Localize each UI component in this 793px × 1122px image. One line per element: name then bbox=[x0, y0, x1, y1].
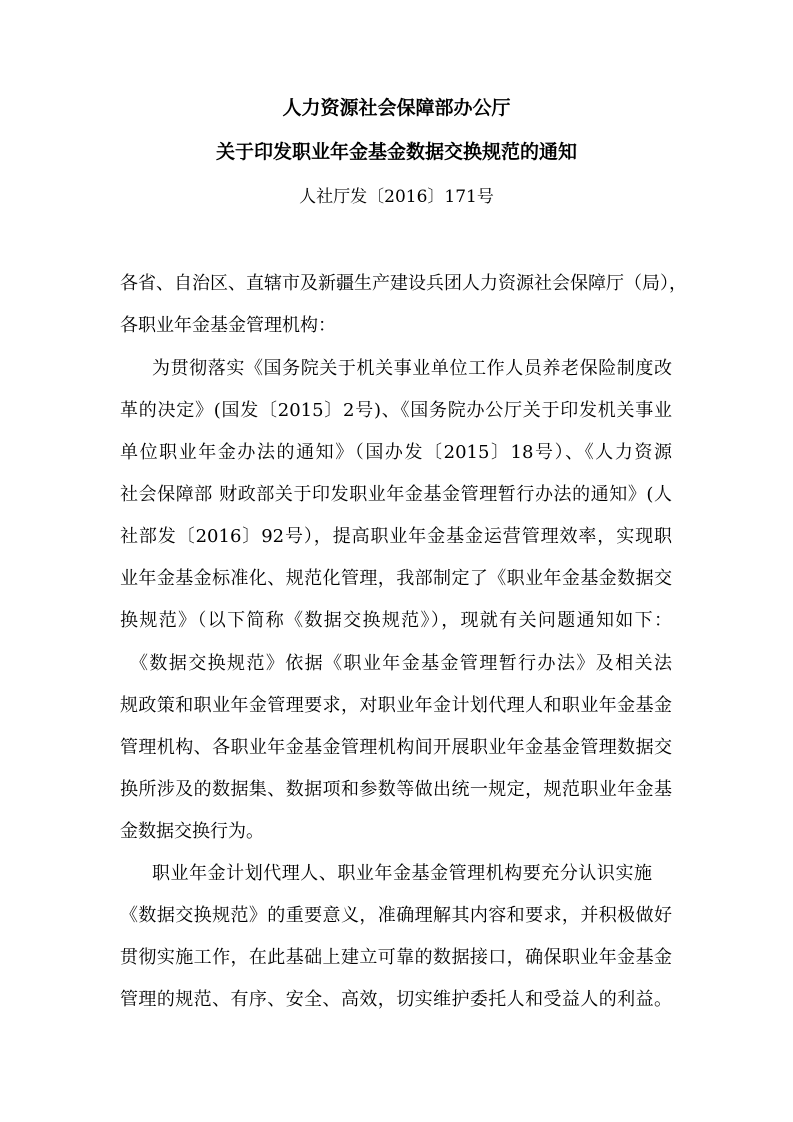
paragraph-line: 《数据交换规范》的重要意义，准确理解其内容和要求，并积极做好 bbox=[120, 905, 672, 926]
paragraph-line: 换所涉及的数据集、数据项和参数等做出统一规定，规范职业年金基 bbox=[120, 779, 672, 800]
document-number: 人社厅发〔2016〕171号 bbox=[299, 187, 494, 207]
paragraph-line: 业年金基金标准化、规范化管理，我部制定了《职业年金基金数据交 bbox=[120, 568, 672, 589]
paragraph-line: 单位职业年金办法的通知》（国办发〔2015〕18号）、《人力资源 bbox=[120, 442, 672, 463]
paragraph-line: 《数据交换规范》依据《职业年金基金管理暂行办法》及相关法 bbox=[130, 653, 672, 674]
paragraph-line: 为贯彻落实《国务院关于机关事业单位工作人员养老保险制度改 bbox=[152, 358, 672, 379]
document-title-line-2: 关于印发职业年金基金数据交换规范的通知 bbox=[215, 141, 577, 163]
addressee-line: 各省、自治区、直辖市及新疆生产建设兵团人力资源社会保障厅（局）， bbox=[120, 273, 687, 294]
paragraph-line: 换规范》（以下简称《数据交换规范》），现就有关问题通知如下： bbox=[120, 610, 672, 631]
paragraph-line: 管理机构、各职业年金基金管理机构间开展职业年金基金管理数据交 bbox=[120, 737, 672, 758]
paragraph-line: 社会保障部 财政部关于印发职业年金基金管理暂行办法的通知》(人 bbox=[120, 484, 672, 505]
paragraph-line: 金数据交换行为。 bbox=[120, 821, 264, 842]
paragraph-line: 职业年金计划代理人、职业年金基金管理机构要充分认识实施 bbox=[152, 863, 652, 884]
addressee-line: 各职业年金基金管理机构： bbox=[120, 315, 336, 336]
paragraph-line: 管理的规范、有序、安全、高效，切实维护委托人和受益人的利益。 bbox=[120, 989, 672, 1010]
paragraph-line: 革的决定》(国发〔2015〕2号)、《国务院办公厅关于印发机关事业 bbox=[120, 400, 672, 421]
paragraph-line: 贯彻实施工作，在此基础上建立可靠的数据接口，确保职业年金基金 bbox=[120, 947, 672, 968]
document-title-line-1: 人力资源社会保障部办公厅 bbox=[282, 97, 511, 119]
paragraph-line: 规政策和职业年金管理要求，对职业年金计划代理人和职业年金基金 bbox=[120, 695, 672, 716]
paragraph-line: 社部发〔2016〕92号），提高职业年金基金运营管理效率，实现职 bbox=[120, 526, 672, 547]
